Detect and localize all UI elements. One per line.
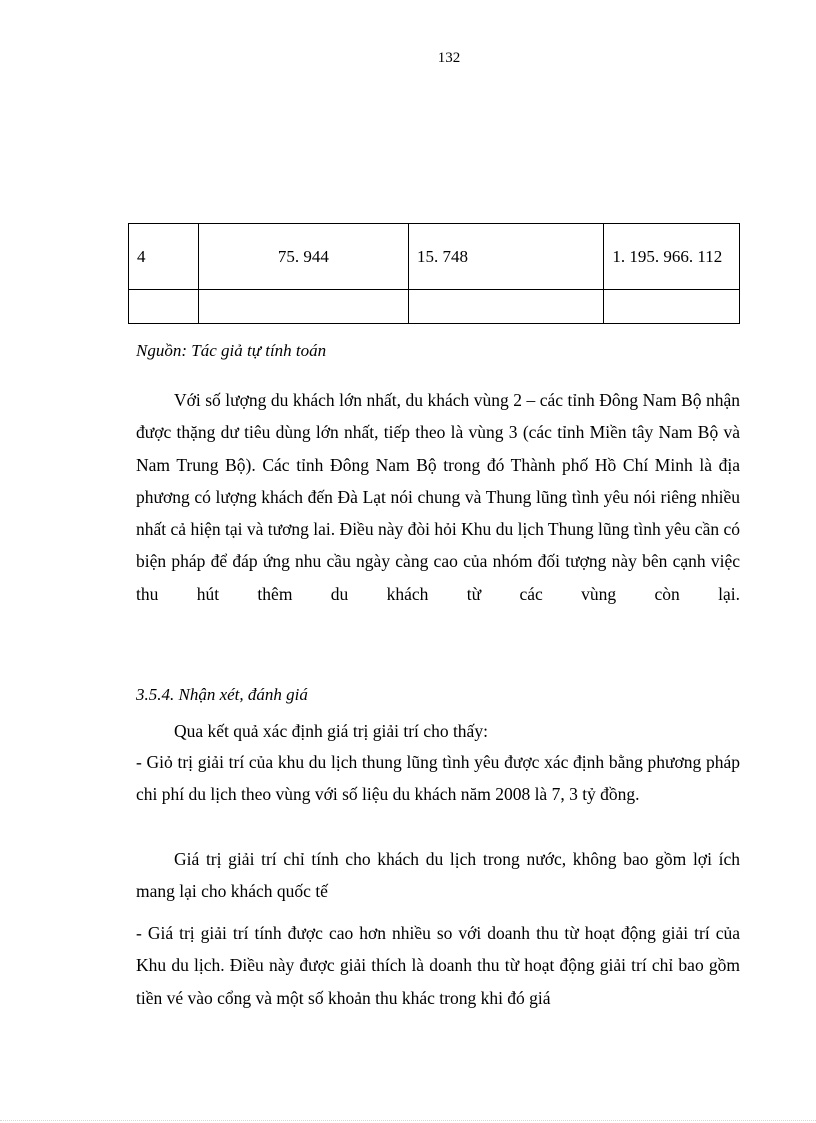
footer-divider — [0, 1120, 816, 1121]
body-paragraph: - Giá trị giải trí tính được cao hơn nhiều so với doanh thu từ hoạt động giải trí của Khu du lịch. Điều này được giải thích là doanh thu từ hoạt động giải trí chỉ bao gồm tiền vé vào cổng và một số khoản thu khác trong khi đó giá — [136, 923, 740, 1008]
table-cell — [409, 290, 604, 324]
data-table — [128, 223, 740, 324]
table-cell: 75. 944 — [198, 224, 408, 290]
table-cell — [129, 290, 199, 324]
section-heading: 3.5.4. Nhận xét, đánh giá — [136, 685, 308, 704]
table-cell: 15. 748 — [409, 224, 604, 290]
table-cell-text: 1. 195. 966. 112 — [612, 246, 723, 266]
table-cell — [604, 290, 740, 324]
table-row — [129, 290, 740, 324]
table-row — [129, 224, 740, 290]
page-number: 132 — [437, 50, 461, 66]
body-paragraph: Giá trị giải trí chỉ tính cho khách du lịch trong nước, không bao gồm lợi ích mang lại cho khách quốc tế — [136, 849, 740, 902]
table-cell — [604, 224, 740, 290]
body-paragraph: Với số lượng du khách lớn nhất, du khách vùng 2 – các tỉnh Đông Nam Bộ nhận được thặng dư tiêu dùng lớn nhất, tiếp theo là vùng 3 (các tỉnh Miền tây Nam Bộ và Nam Trung Bộ). Các tỉnh Đông Nam Bộ trong đó Thành phố Hồ Chí Minh là địa phương có lượng khách đến Đà Lạt nói chung và Thung lũng tình yêu nói riêng nhiều nhất cả hiện tại và tương lai. Điều này đòi hỏi Khu du lịch Thung lũng tình yêu cần có biện pháp để đáp ứng nhu cầu ngày càng cao của nhóm đối tượng này bên cạnh việc thu hút thêm du khách từ các vùng còn lại. — [136, 390, 740, 604]
source-note: Nguồn: Tác giả tự tính toán — [136, 341, 327, 360]
body-paragraph: Qua kết quả xác định giá trị giải trí cho thấy: — [174, 721, 488, 741]
body-paragraph: - Giỏ trị giải trí của khu du lịch thung lũng tình yêu được xác định bằng phương pháp chi phí du lịch theo vùng với số liệu du khách năm 2008 là 7, 3 tỷ đồng. — [136, 752, 740, 805]
table-cell — [198, 290, 408, 324]
table-cell: 4 — [129, 224, 199, 290]
